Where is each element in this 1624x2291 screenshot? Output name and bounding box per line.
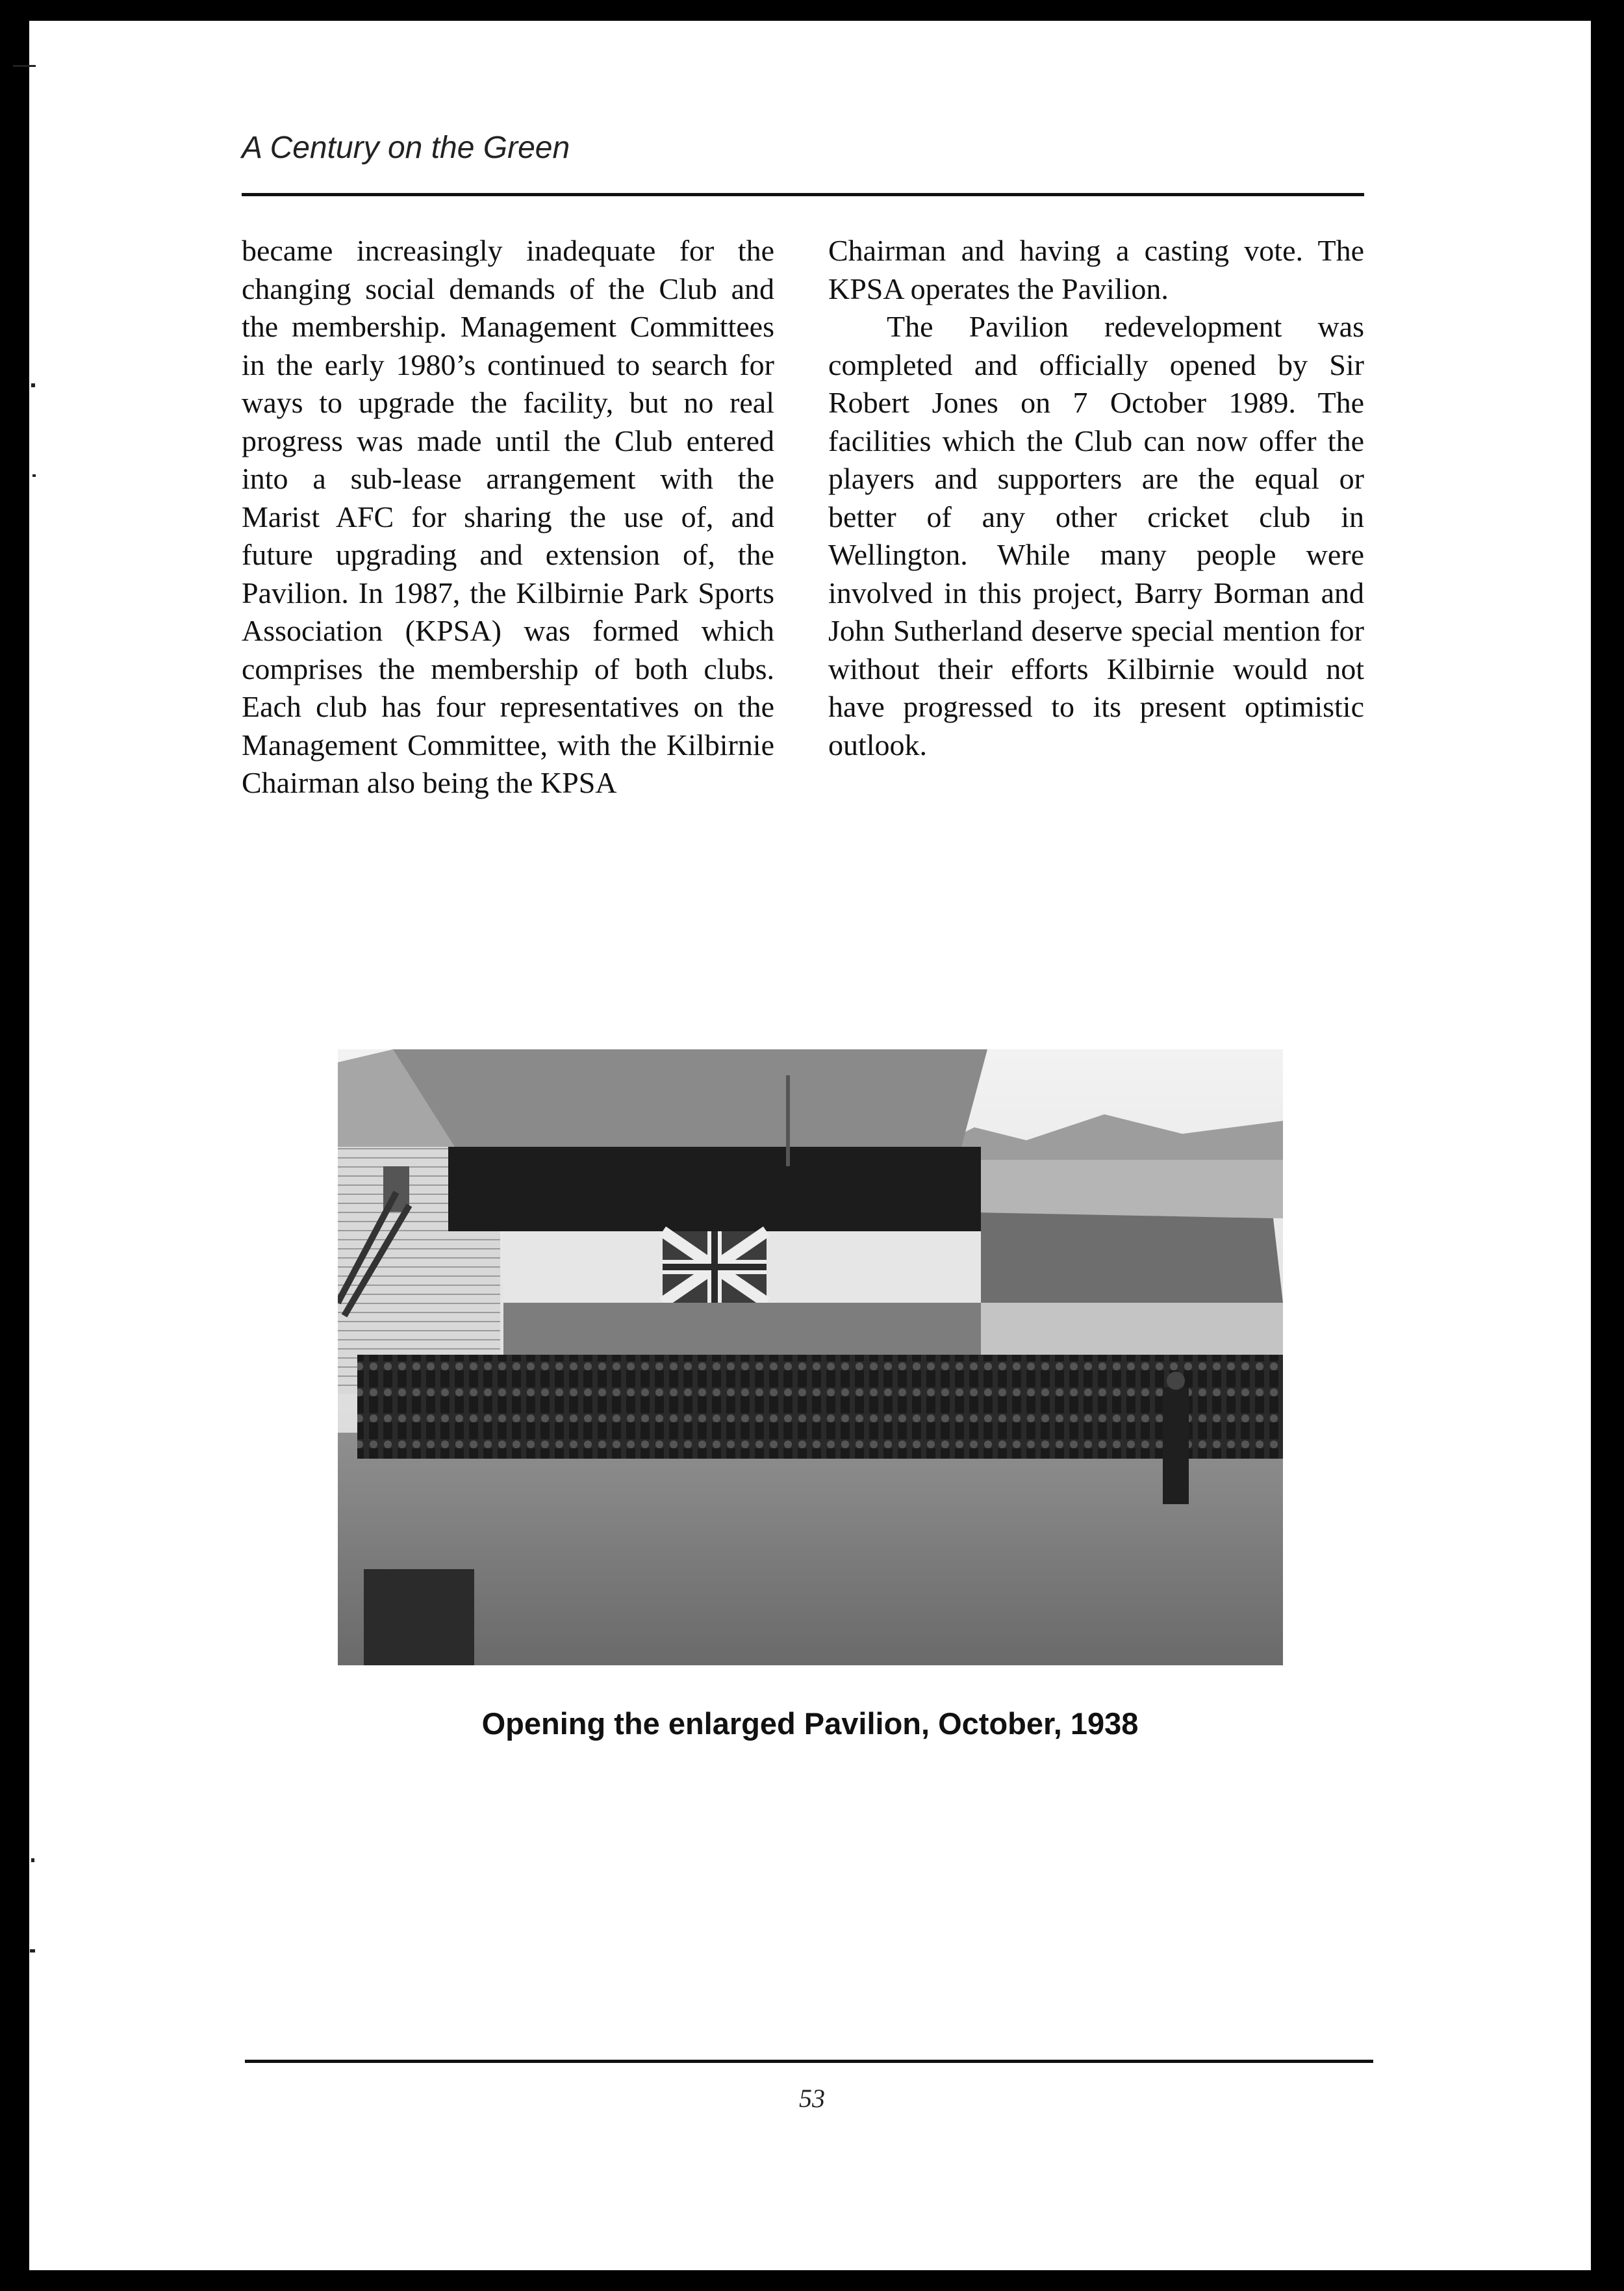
right-column-paragraph-2: The Pavilion redevelopment was completed and officially opened by Sir Robert Jones on 7 October 1989. The facilities which the Club can now offer the players and supporters are the equal or better of any other cricket club in Wellington. While many people were involved in this project, Barry Borman and John Sutherland deserve special mention for without their efforts Kilbirnie would not have progressed to its present optimistic outlook. (828, 310, 1364, 762)
running-head: A Century on the Green (242, 131, 570, 165)
header-rule (242, 193, 1364, 196)
page-number: 53 (799, 2084, 825, 2113)
page (29, 21, 1591, 2270)
left-column-text: became increasingly inadequate for the changing social demands of the Club and the membership. Management Committees in the early 1980’s continued to search for ways to upgrade the facility, but no real progress was made until the Club entered into a sub-lease arrangement with the Marist AFC for sharing the use of, and future upgrading and extension of, the Pavilion. In 1987, the Kilbirnie Park Sports Association (KPSA) was formed which comprises the membership of both clubs. Each club has four representatives on the Management Committee, with the Kilbirnie Chairman also being the KPSA (242, 234, 774, 799)
right-column-paragraph-1: Chairman and having a casting vote. The KPSA operates the Pavilion. (828, 234, 1364, 305)
footer-rule (245, 2060, 1373, 2063)
photo-caption: Opening the enlarged Pavilion, October, 1938 (481, 1706, 1139, 1741)
scan-mark (32, 474, 36, 477)
scan-mark (31, 383, 35, 387)
pavilion-photo (338, 1049, 1283, 1665)
right-column (828, 232, 1364, 764)
scan-mark (31, 1858, 34, 1862)
scan-mark (13, 65, 36, 67)
left-column (242, 232, 774, 802)
scan-mark (30, 1949, 35, 1952)
